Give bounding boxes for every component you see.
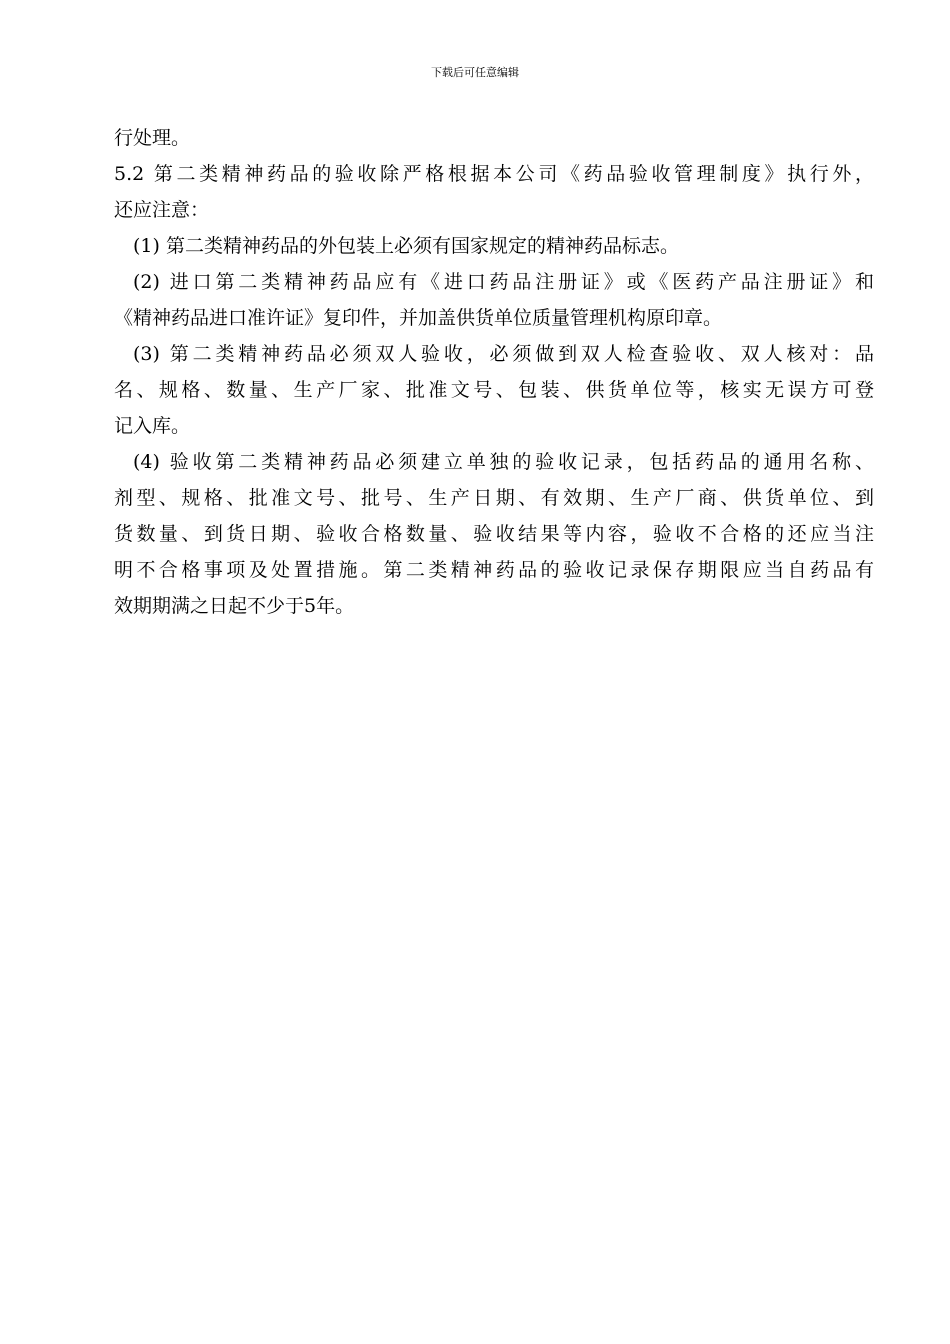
list-item-4-continued: 明不合格事项及处置措施。第二类精神药品的验收记录保存期限应当自药品有 [114,559,874,581]
list-item-3-continued: 名、规格、数量、生产厂家、批准文号、包装、供货单位等，核实无误方可登 [114,379,874,401]
list-item-4-continued: 剂型、规格、批准文号、批号、生产日期、有效期、生产厂商、供货单位、到 [114,487,874,509]
list-item-3-continued: 记入库。 [114,415,191,437]
list-item-2: (2) 进口第二类精神药品应有《进口药品注册证》或《医药产品注册证》和 [133,271,874,293]
list-item-2-continued: 《精神药品进口准许证》复印件，并加盖供货单位质量管理机构原印章。 [114,307,723,329]
document-body [114,120,874,624]
list-item-4: (4) 验收第二类精神药品必须建立单独的验收记录，包括药品的通用名称、 [133,451,874,473]
section-heading-line: 5.2 第二类精神药品的验收除严格根据本公司《药品验收管理制度》执行外， [114,163,874,185]
list-item-3: (3) 第二类精神药品必须双人验收，必须做到双人检查验收、双人核对：品 [133,343,874,365]
list-item-4-continued: 货数量、到货日期、验收合格数量、验收结果等内容，验收不合格的还应当注 [114,523,874,545]
list-item-1: (1) 第二类精神药品的外包装上必须有国家规定的精神药品标志。 [133,235,679,257]
paragraph-line: 行处理。 [114,127,191,149]
paragraph-line: 还应注意： [114,199,210,221]
page-header-note: 下载后可任意编辑 [431,66,519,79]
list-item-4-continued: 效期期满之日起不少于5年。 [114,595,355,617]
